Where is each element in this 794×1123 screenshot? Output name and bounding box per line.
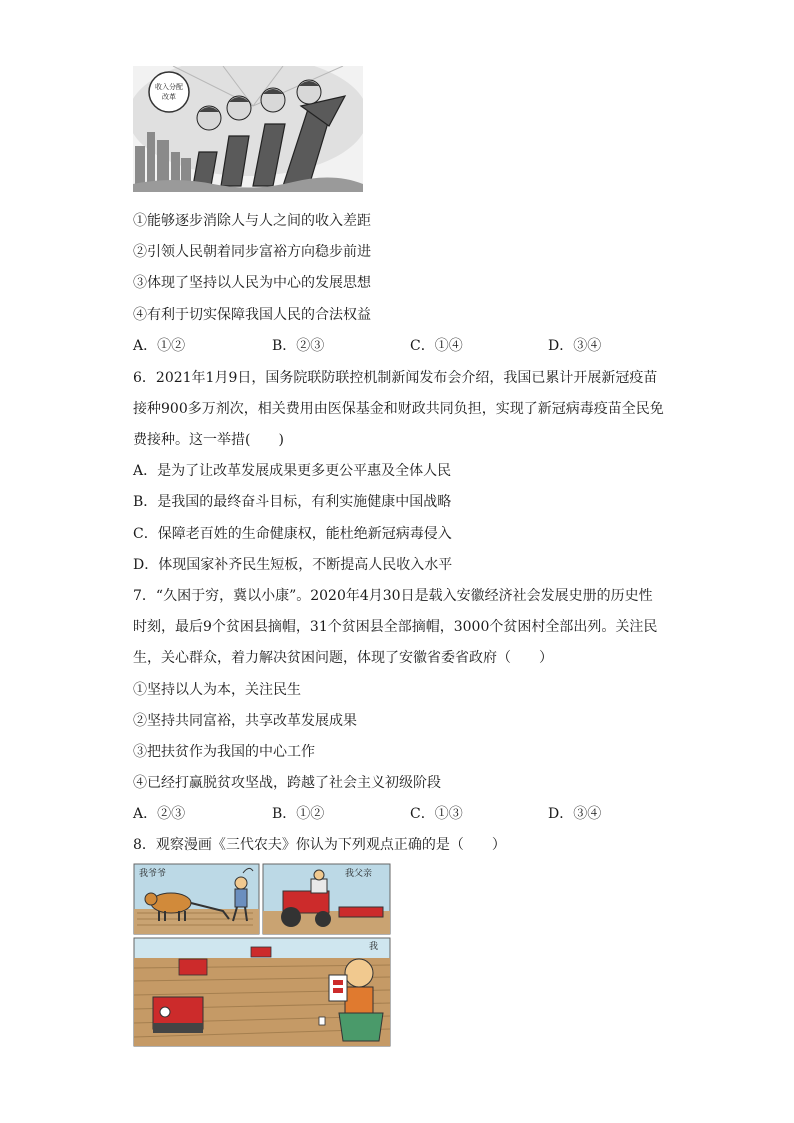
q7-option-a[interactable]: A．②③ [133, 806, 186, 822]
q6-option-c[interactable]: C．保障老百姓的生命健康权，能杜绝新冠病毒侵入 [133, 526, 452, 542]
q7-stem-line-1: 7．“久困于穷，冀以小康”。2020年4月30日是载入安徽经济社会发展史册的历史性 [133, 588, 653, 604]
q7-item-3: ③把扶贫作为我国的中心工作 [133, 744, 315, 760]
svg-text:改革: 改革 [162, 93, 176, 101]
q6-stem-line-1: 6．2021年1月9日，国务院联防联控机制新闻发布会介绍，我国已累计开展新冠疫苗 [133, 370, 658, 386]
three-generations-farmer-cartoon [133, 863, 391, 1048]
q6-option-b[interactable]: B．是我国的最终奋斗目标，有利实施健康中国战略 [133, 494, 452, 510]
q5-item-4: ④有利于切实保障我国人民的合法权益 [133, 307, 371, 323]
q5-item-2: ②引领人民朝着同步富裕方向稳步前进 [133, 244, 371, 260]
q7-option-c[interactable]: C．①③ [410, 806, 463, 822]
q6-option-d[interactable]: D．体现国家补齐民生短板，不断提高人民收入水平 [133, 557, 453, 573]
panel-father [263, 864, 390, 934]
panel2-caption: 我父亲 [345, 869, 373, 879]
q8-stem: 8．观察漫画《三代农夫》你认为下列观点正确的是（ ） [133, 837, 506, 853]
q7-option-d[interactable]: D．③④ [548, 806, 602, 822]
q7-item-4: ④已经打赢脱贫攻坚战，跨越了社会主义初级阶段 [133, 775, 441, 791]
q7-option-b[interactable]: B．①② [272, 806, 325, 822]
q6-option-a[interactable]: A．是为了让改革发展成果更多更公平惠及全体人民 [133, 463, 452, 479]
q5-options [133, 336, 693, 356]
q5-item-1: ①能够逐步消除人与人之间的收入差距 [133, 213, 371, 229]
q5-option-c[interactable]: C．①④ [410, 338, 463, 354]
income-reform-cartoon [133, 66, 363, 192]
panel1-caption: 我爷爷 [139, 869, 167, 879]
panel-me [134, 938, 390, 1046]
q7-stem-line-2: 时刻，最后9个贫困县摘帽，31个贫困县全部摘帽，3000个贫困村全部出列。关注民 [133, 619, 658, 635]
q5-option-d[interactable]: D．③④ [548, 338, 602, 354]
panel-grandfather [134, 864, 259, 934]
panel3-caption: 我 [369, 942, 379, 952]
q7-stem-line-3: 生，关心群众，着力解决贫困问题，体现了安徽省委省政府（ ） [133, 650, 553, 666]
q7-item-2: ②坚持共同富裕，共享改革发展成果 [133, 713, 357, 729]
q5-option-b[interactable]: B．②③ [272, 338, 325, 354]
q5-option-a[interactable]: A．①② [133, 338, 186, 354]
svg-text:收入分配: 收入分配 [155, 83, 183, 91]
q5-item-3: ③体现了坚持以人民为中心的发展思想 [133, 275, 371, 291]
q7-options [133, 804, 693, 824]
q6-stem-line-3: 费接种。这一举措( ) [133, 432, 284, 448]
q6-stem-line-2: 接种900多万剂次，相关费用由医保基金和财政共同负担，实现了新冠病毒疫苗全民免 [133, 401, 664, 417]
q7-item-1: ①坚持以人为本，关注民生 [133, 682, 301, 698]
